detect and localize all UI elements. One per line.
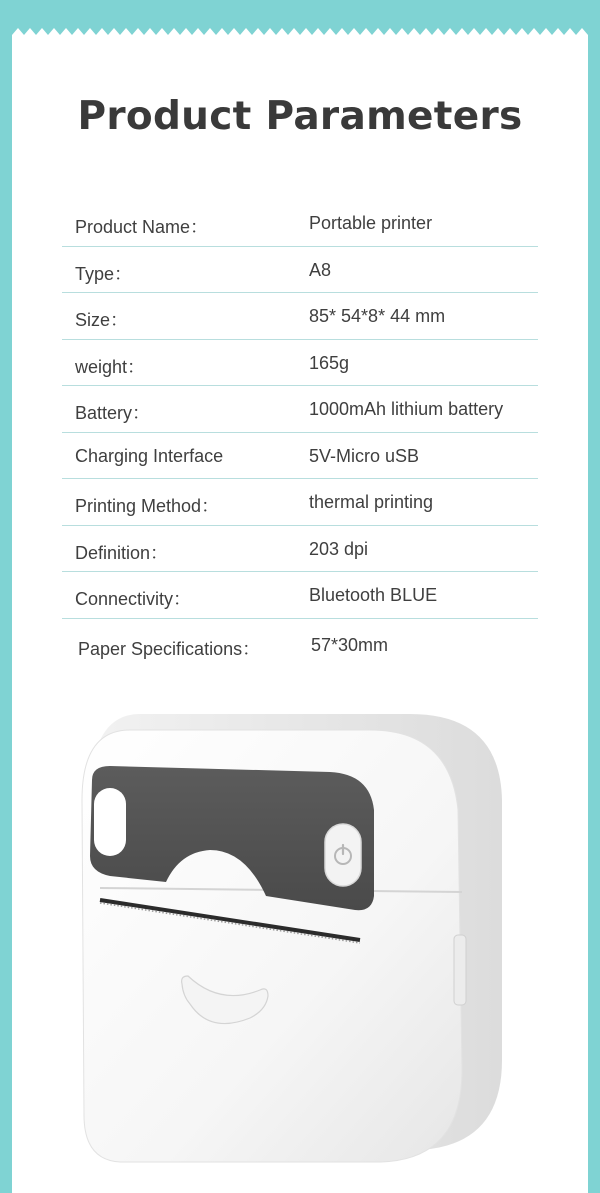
param-value: 1000mAh lithium battery xyxy=(309,399,504,419)
param-label: weight： xyxy=(75,356,146,377)
param-label: Connectivity： xyxy=(75,589,192,609)
param-row-connectivity xyxy=(62,572,538,619)
param-label: Charging Interface xyxy=(75,445,224,466)
param-label: Paper Specifications： xyxy=(78,638,261,659)
param-row-size xyxy=(62,293,538,340)
param-value: Bluetooth BLUE xyxy=(309,585,438,605)
zigzag-border xyxy=(12,28,588,42)
param-row-printing-method xyxy=(62,479,538,526)
param-value: thermal printing xyxy=(309,492,434,512)
page-title: Product Parameters xyxy=(77,94,523,139)
param-row-product-name xyxy=(62,200,538,247)
param-value: Portable printer xyxy=(309,213,433,233)
param-label: Battery： xyxy=(75,403,151,423)
param-label: Product Name： xyxy=(75,217,209,237)
param-label: Definition： xyxy=(75,542,169,563)
param-row-paper-specifications xyxy=(62,619,538,665)
parameters-table xyxy=(62,200,538,664)
param-value: 203 dpi xyxy=(309,538,369,559)
param-label: Printing Method： xyxy=(75,496,220,516)
param-row-charging-interface xyxy=(62,433,538,480)
param-row-battery xyxy=(62,386,538,433)
param-label: Type： xyxy=(75,263,133,284)
param-value: 165g xyxy=(309,352,350,373)
param-row-type xyxy=(62,247,538,294)
param-value: 5V-Micro uSB xyxy=(309,445,420,466)
param-value: A8 xyxy=(309,259,332,280)
param-row-weight xyxy=(62,340,538,387)
param-value: 57*30mm xyxy=(311,634,389,655)
param-row-definition xyxy=(62,526,538,573)
param-label: Size： xyxy=(75,310,129,330)
printer-image xyxy=(70,700,510,1170)
param-value: 85* 54*8* 44 mm xyxy=(309,306,446,326)
